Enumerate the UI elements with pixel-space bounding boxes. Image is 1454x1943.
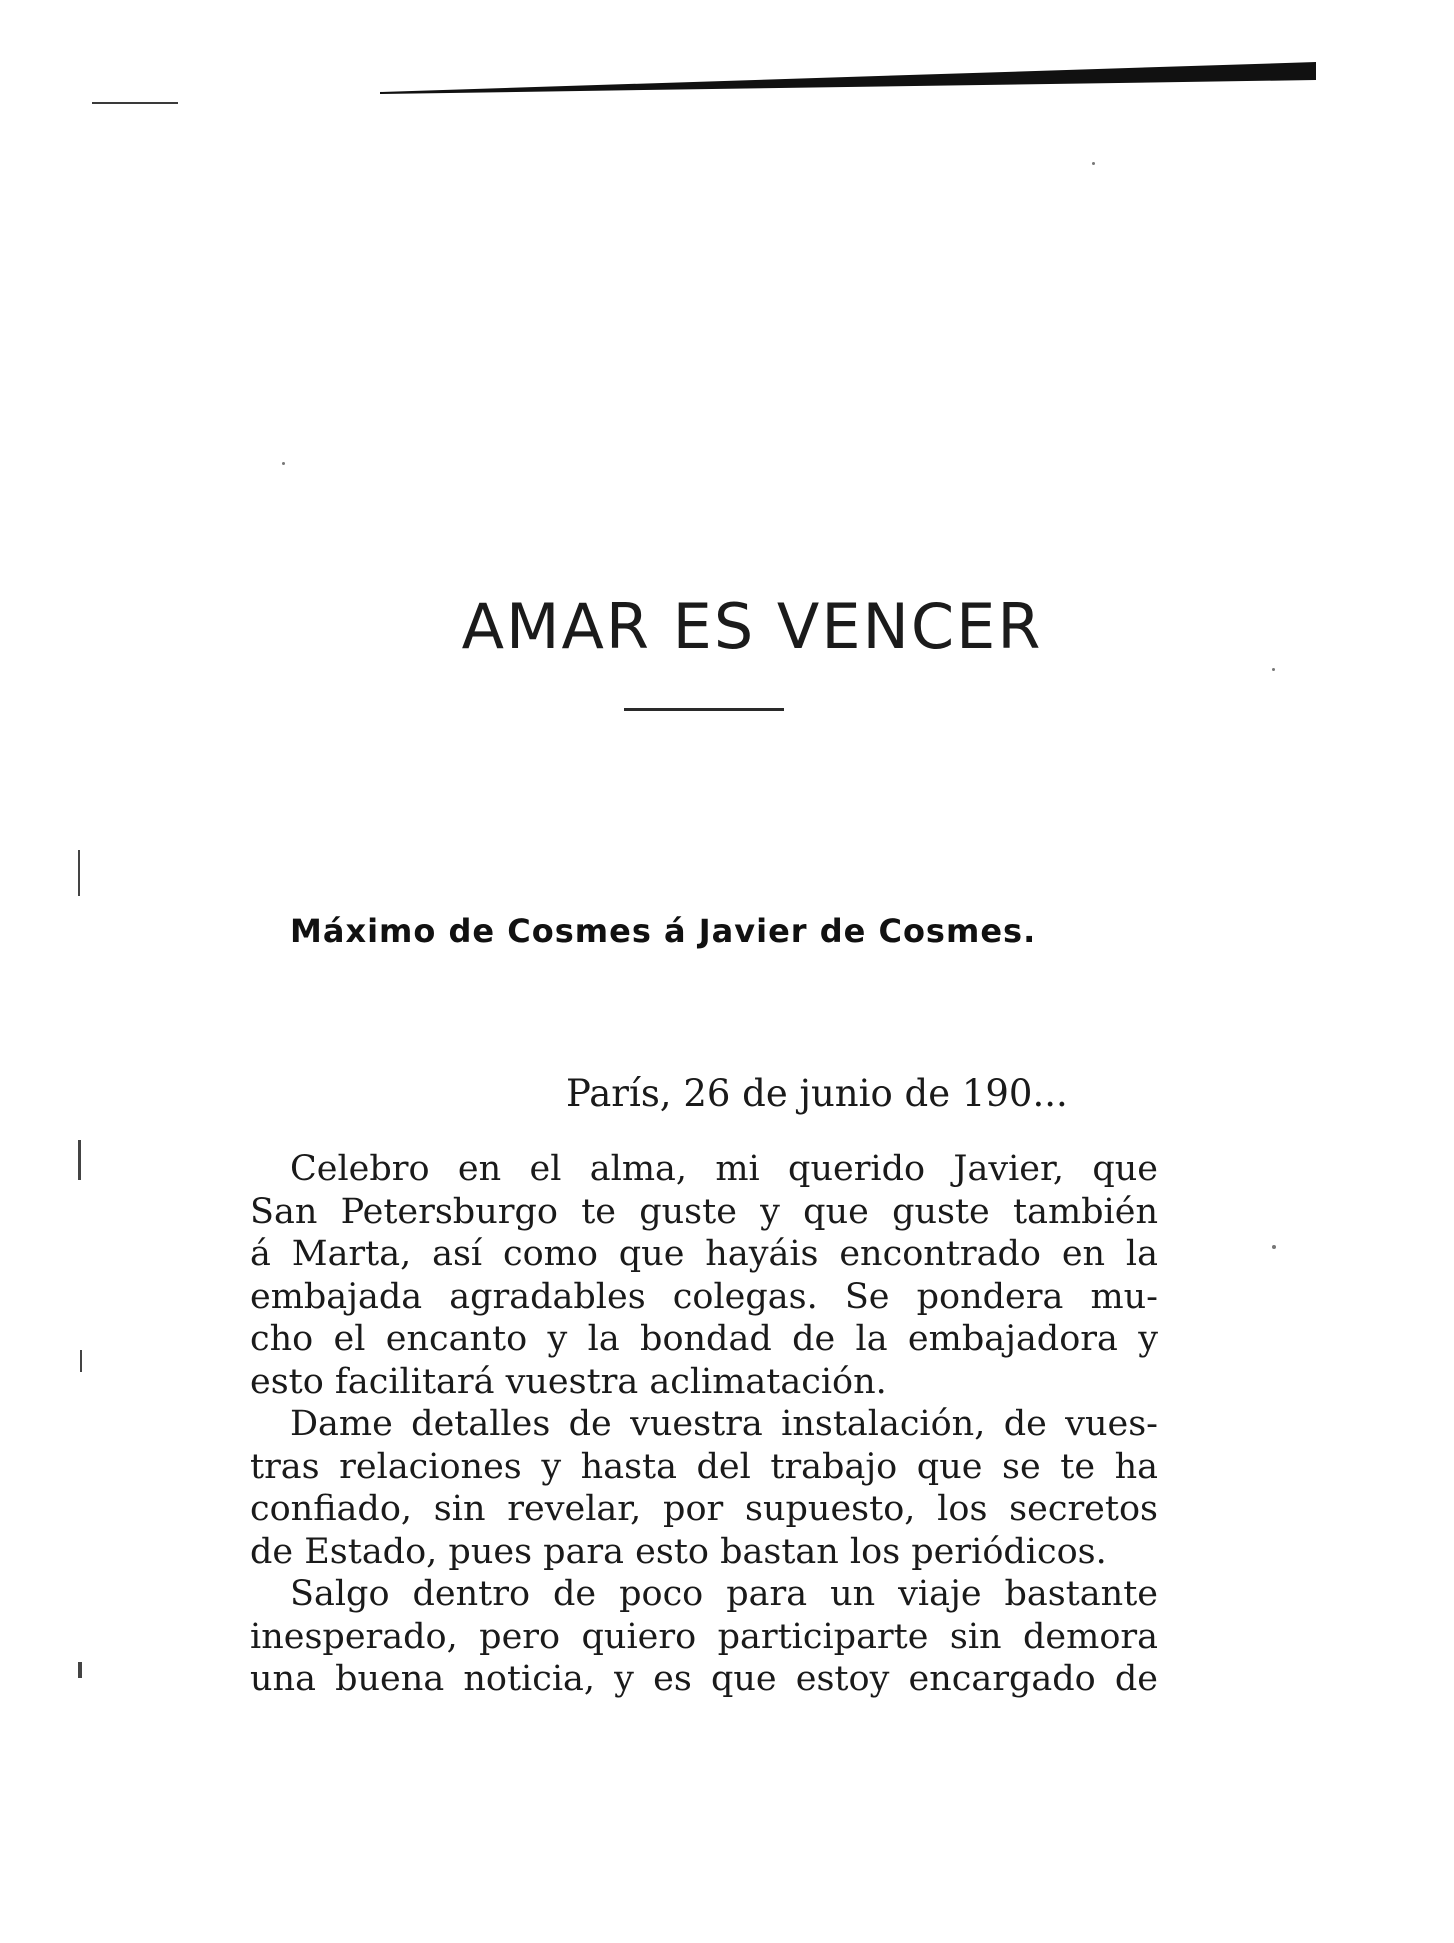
page-title: AMAR ES VENCER xyxy=(461,590,1043,663)
text-line: cho el encanto y la bondad de la embajadora y xyxy=(250,1319,1158,1359)
text-line: de Estado, pues para esto bastan los periódicos. xyxy=(250,1531,1107,1572)
scan-rule-top xyxy=(380,62,1316,98)
text-line: inesperado, pero quiero participarte sin demora xyxy=(250,1616,1158,1657)
text-line: embajada agradables colegas. Se pondera mu- xyxy=(250,1276,1158,1317)
paragraph xyxy=(250,1573,1158,1701)
letter-body xyxy=(250,1148,1158,1701)
text-line: Salgo dentro de poco para un viaje bastante xyxy=(290,1574,1158,1614)
letter-dateline: París, 26 de junio de 190... xyxy=(566,1072,1068,1115)
text-line: confiado, sin revelar, por supuesto, los secretos xyxy=(250,1489,1158,1529)
text-line: San Petersburgo te guste y que guste también xyxy=(250,1191,1158,1232)
letter-heading: Máximo de Cosmes á Javier de Cosmes. xyxy=(290,912,1037,950)
text-line: una buena noticia, y es que estoy encargado de xyxy=(250,1659,1158,1699)
text-line: á Marta, así como que hayáis encontrado en la xyxy=(250,1234,1158,1274)
scan-mark xyxy=(78,850,80,896)
paragraph xyxy=(250,1403,1158,1573)
text-line: esto facilitará vuestra aclimatación. xyxy=(250,1361,887,1402)
text-line: tras relaciones y hasta del trabajo que se te ha xyxy=(250,1446,1158,1487)
scan-mark xyxy=(80,1350,82,1372)
scan-speck xyxy=(282,462,285,465)
scan-rule-left xyxy=(92,102,178,104)
paragraph xyxy=(250,1148,1158,1403)
scan-mark xyxy=(78,1140,81,1180)
title-divider xyxy=(624,708,784,711)
scan-speck xyxy=(1092,162,1095,165)
scan-speck xyxy=(1272,668,1275,671)
scan-mark xyxy=(78,1662,82,1678)
scan-speck xyxy=(1272,1245,1276,1249)
text-line: Dame detalles de vuestra instalación, de vues- xyxy=(290,1404,1158,1444)
text-line: Celebro en el alma, mi querido Javier, que xyxy=(290,1149,1158,1189)
